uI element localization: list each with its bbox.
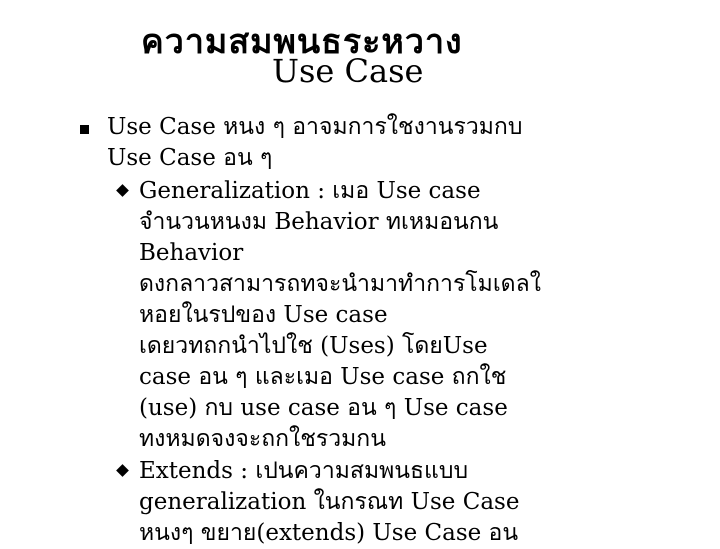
extends-term: Extends xyxy=(139,458,233,484)
diamond-bullet-icon xyxy=(116,184,129,197)
generalization-line-6: เดยวทถกนำไปใช (Uses) โดยUse xyxy=(139,333,488,359)
slide-title-english: Use Case xyxy=(272,52,424,90)
generalization-line-2: จำนวนหนงม Behavior ทเหมอนกน xyxy=(139,209,499,235)
generalization-line-1 xyxy=(139,176,481,207)
square-bullet-icon xyxy=(80,125,89,134)
extends-line-2: generalization ในกรณท Use Case xyxy=(139,489,520,515)
generalization-term: Generalization xyxy=(139,178,310,204)
generalization-text: : เมอ Use case xyxy=(309,178,481,204)
slide-title-thai: ความสมพนธระหวาง xyxy=(141,22,463,62)
generalization-line-5: หอยในรปของ Use case xyxy=(139,302,388,328)
extends-line-3: หนงๆ ขยาย(extends) Use Case อน xyxy=(139,520,519,546)
extends-line-1 xyxy=(139,456,468,487)
main-bullet-line-1: Use Case หนง ๆ อาจมการใชงานรวมกบ xyxy=(107,114,523,140)
diamond-bullet-icon xyxy=(116,464,129,477)
generalization-line-4: ดงกลาวสามารถทจะนำมาทำการโมเดลใ xyxy=(139,271,541,297)
generalization-line-7: case อน ๆ และเมอ Use case ถกใช xyxy=(139,364,507,390)
generalization-line-3: Behavior xyxy=(139,240,244,266)
main-bullet-line-2: Use Case อน ๆ xyxy=(107,145,273,171)
generalization-line-8: (use) กบ use case อน ๆ Use case xyxy=(139,395,508,421)
extends-text: : เปนความสมพนธแบบ xyxy=(232,458,469,484)
generalization-line-9: ทงหมดจงจะถกใชรวมกน xyxy=(139,426,386,452)
